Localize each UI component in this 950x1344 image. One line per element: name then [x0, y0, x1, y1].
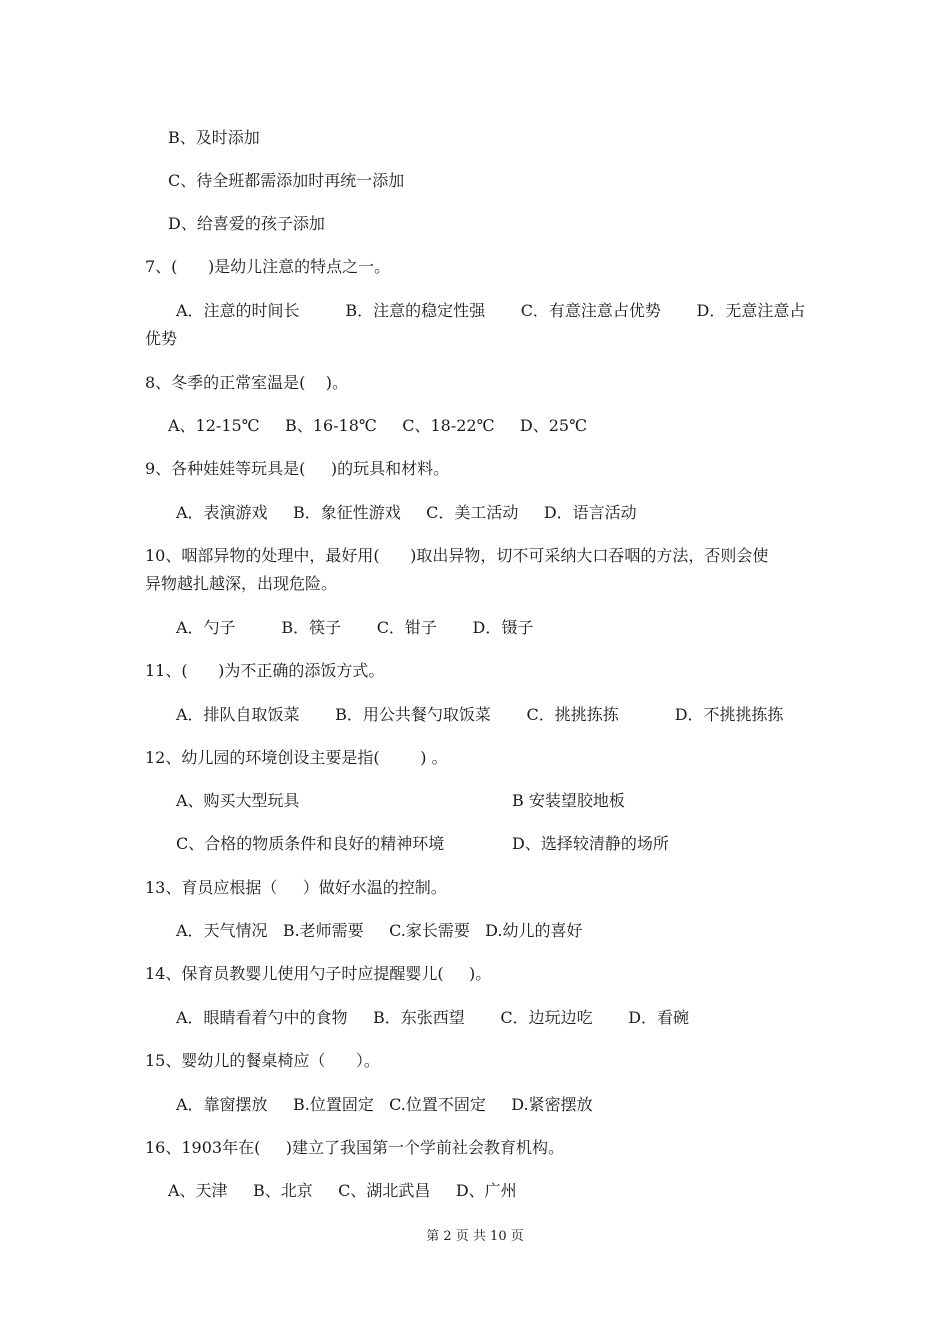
- question-11: 11、( )为不正确的添饭方式。: [145, 661, 385, 680]
- question-16: 16、1903年在( )建立了我国第一个学前社会教育机构。: [145, 1138, 564, 1157]
- question-12-option-b: B 安装望胶地板: [512, 791, 625, 810]
- question-11-options: A．排队自取饭菜 B．用公共餐勺取饭菜 C．挑挑拣拣 D．不挑挑拣拣: [176, 705, 784, 724]
- question-15: 15、婴幼儿的餐桌椅应（ ）。: [145, 1051, 380, 1070]
- question-8: 8、冬季的正常室温是( )。: [145, 373, 349, 392]
- question-13-options: A．天气情况 B.老师需要 C.家长需要 D.幼儿的喜好: [176, 921, 583, 940]
- question-12-option-d: D、选择较清静的场所: [512, 834, 669, 853]
- question-9: 9、各种娃娃等玩具是( )的玩具和材料。: [145, 459, 450, 478]
- question-7: 7、( )是幼儿注意的特点之一。: [145, 257, 391, 276]
- question-14-options: A．眼睛看着勺中的食物 B．东张西望 C．边玩边吃 D．看碗: [176, 1008, 690, 1027]
- option-c-q6: C、待全班都需添加时再统一添加: [168, 171, 405, 190]
- question-15-options: A．靠窗摆放 B.位置固定 C.位置不固定 D.紧密摆放: [176, 1095, 593, 1114]
- question-12: 12、幼儿园的环境创设主要是指( ) 。: [145, 748, 448, 767]
- question-7-options: A．注意的时间长 B．注意的稳定性强 C．有意注意占优势 D．无意注意占: [176, 301, 806, 320]
- question-12-option-a: A、购买大型玩具: [176, 791, 300, 810]
- question-13: 13、育员应根据（ ）做好水温的控制。: [145, 878, 447, 897]
- question-14: 14、保育员教婴儿使用勺子时应提醒婴儿( )。: [145, 964, 492, 983]
- option-b-q6: B、及时添加: [168, 128, 260, 147]
- question-10: 10、咽部异物的处理中，最好用( )取出异物，切不可采纳大口吞咽的方法，否则会使: [145, 546, 769, 565]
- question-7-options-wrap: 优势: [145, 329, 178, 348]
- question-10-wrap: 异物越扎越深，出现危险。: [145, 574, 338, 593]
- question-16-options: A、天津 B、北京 C、湖北武昌 D、广州: [168, 1181, 517, 1200]
- question-12-option-c: C、合格的物质条件和良好的精神环境: [176, 834, 445, 853]
- question-9-options: A．表演游戏 B．象征性游戏 C．美工活动 D．语言活动: [176, 503, 637, 522]
- question-10-options: A．勺子 B．筷子 C．钳子 D．镊子: [176, 618, 534, 637]
- question-8-options: A、12-15℃ B、16-18℃ C、18-22℃ D、25℃: [168, 416, 588, 435]
- page-footer: 第 2 页 共 10 页: [426, 1229, 524, 1244]
- option-d-q6: D、给喜爱的孩子添加: [168, 214, 325, 233]
